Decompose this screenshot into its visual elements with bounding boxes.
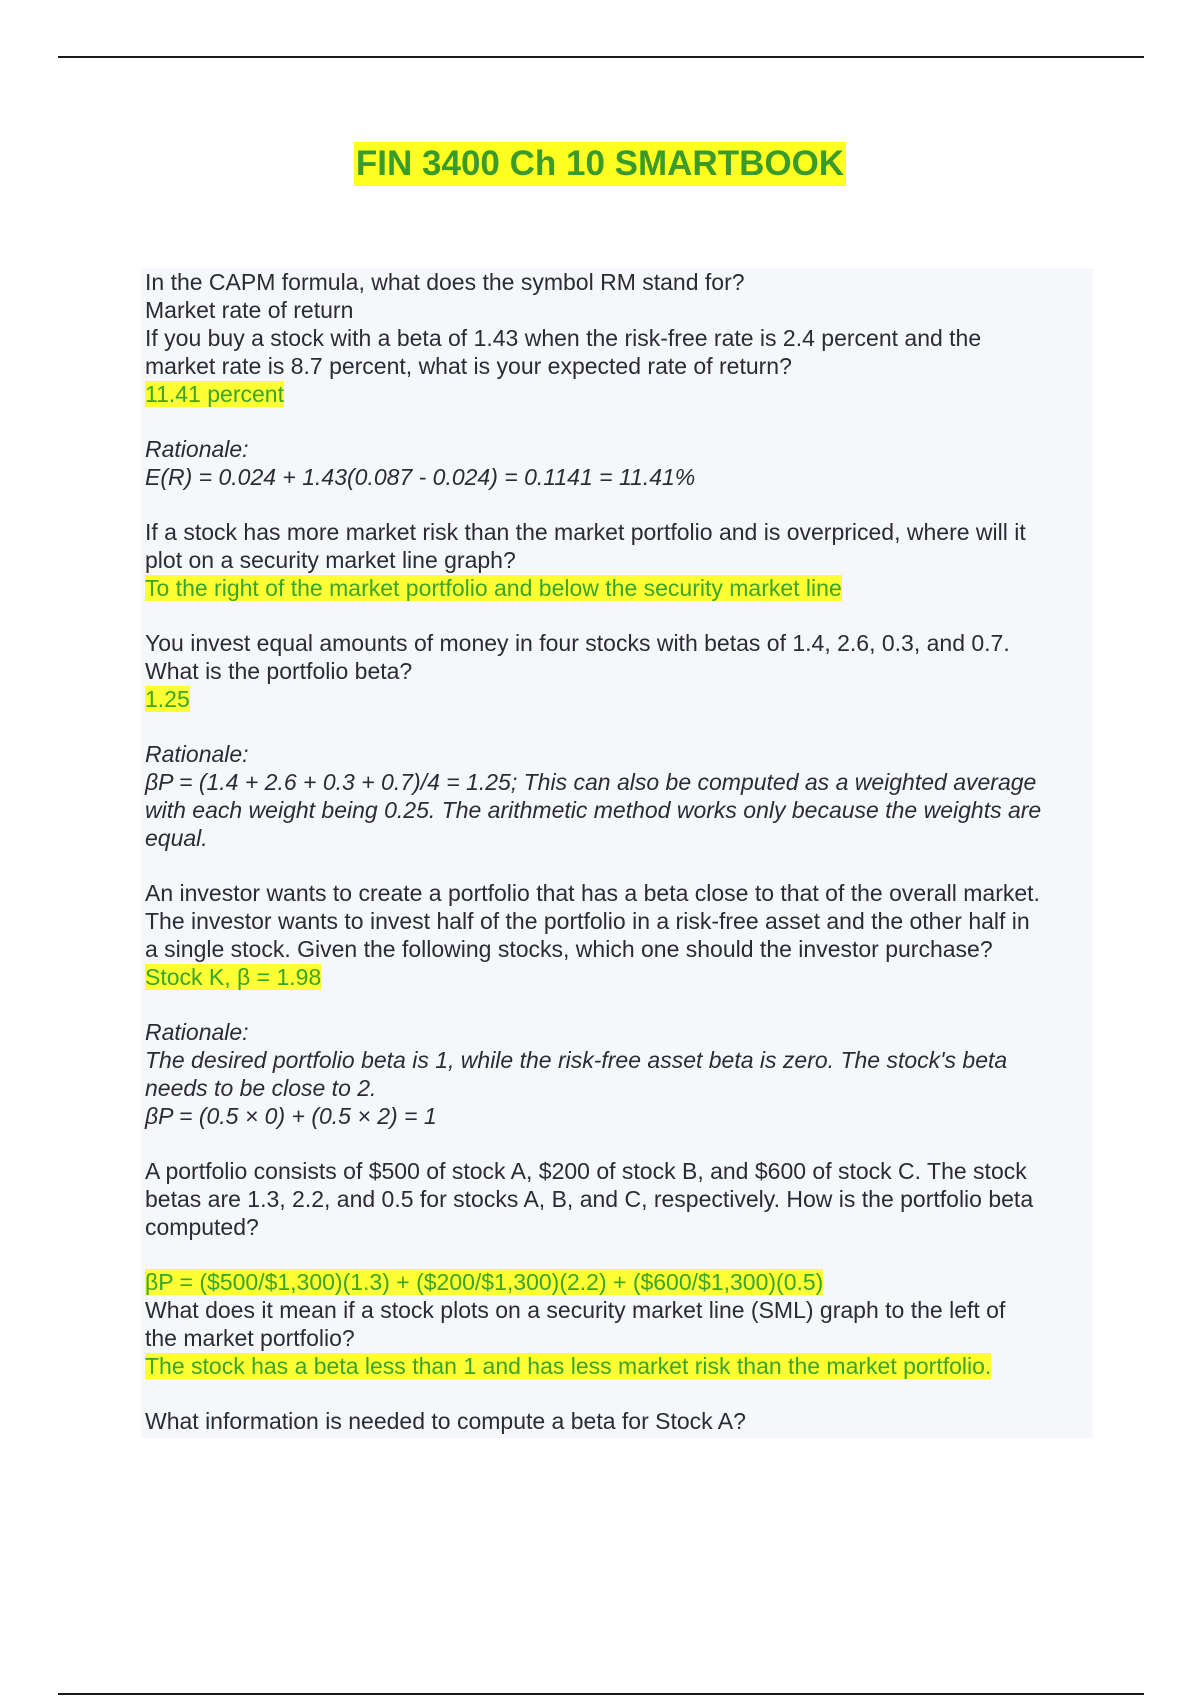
highlighted-answer: To the right of the market portfolio and below the security market line	[145, 575, 842, 601]
question-text: What does it mean if a stock plots on a security market line (SML) graph to the left of	[145, 1297, 1006, 1323]
question-text: If a stock has more market risk than the market portfolio and is overpriced, where will it	[145, 519, 1026, 545]
question-text: What is the portfolio beta?	[145, 658, 413, 684]
top-rule	[58, 56, 1144, 58]
rationale-text: with each weight being 0.25. The arithmetic method works only because the weights are	[145, 797, 1042, 823]
rationale-text: needs to be close to 2.	[145, 1075, 377, 1101]
highlighted-answer: 1.25	[145, 686, 190, 712]
qa-content	[141, 268, 1093, 1438]
bottom-rule	[58, 1693, 1144, 1695]
question-text: The investor wants to invest half of the portfolio in a risk-free asset and the other half in	[145, 908, 1030, 934]
question-text: a single stock. Given the following stocks, which one should the investor purchase?	[145, 936, 993, 962]
question-text: If you buy a stock with a beta of 1.43 when the risk-free rate is 2.4 percent and the	[145, 325, 982, 351]
highlighted-answer: 11.41 percent	[145, 381, 284, 407]
question-text: In the CAPM formula, what does the symbol RM stand for?	[145, 269, 745, 295]
question-text: A portfolio consists of $500 of stock A, $200 of stock B, and $600 of stock C. The stock	[145, 1158, 1027, 1184]
rationale-text: The desired portfolio beta is 1, while the risk-free asset beta is zero. The stock's beta	[145, 1047, 1008, 1073]
highlighted-answer: βP = ($500/$1,300)(1.3) + ($200/$1,300)(2.2) + ($600/$1,300)(0.5)	[145, 1269, 824, 1295]
title-block	[0, 142, 1200, 186]
rationale-text: βP = (0.5 × 0) + (0.5 × 2) = 1	[145, 1103, 437, 1129]
question-text: What information is needed to compute a beta for Stock A?	[145, 1408, 746, 1434]
answer-text: Market rate of return	[145, 297, 354, 323]
rationale-text: E(R) = 0.024 + 1.43(0.087 - 0.024) = 0.1141 = 11.41%	[145, 464, 696, 490]
document-title: FIN 3400 Ch 10 SMARTBOOK	[354, 142, 846, 186]
question-text: betas are 1.3, 2.2, and 0.5 for stocks A, B, and C, respectively. How is the portfolio beta	[145, 1186, 1034, 1212]
rationale-text: equal.	[145, 825, 208, 851]
question-text: the market portfolio?	[145, 1325, 355, 1351]
rationale-label: Rationale:	[145, 741, 249, 767]
rationale-text: βP = (1.4 + 2.6 + 0.3 + 0.7)/4 = 1.25; This can also be computed as a weighted average	[145, 769, 1037, 795]
highlighted-answer: The stock has a beta less than 1 and has less market risk than the market portfolio.	[145, 1353, 992, 1379]
question-text: market rate is 8.7 percent, what is your expected rate of return?	[145, 353, 792, 379]
question-text: plot on a security market line graph?	[145, 547, 516, 573]
question-text: You invest equal amounts of money in four stocks with betas of 1.4, 2.6, 0.3, and 0.7.	[145, 630, 1010, 656]
question-text: computed?	[145, 1214, 259, 1240]
rationale-label: Rationale:	[145, 436, 249, 462]
highlighted-answer: Stock K, β = 1.98	[145, 964, 322, 990]
rationale-label: Rationale:	[145, 1019, 249, 1045]
question-text: An investor wants to create a portfolio that has a beta close to that of the overall market.	[145, 880, 1040, 906]
